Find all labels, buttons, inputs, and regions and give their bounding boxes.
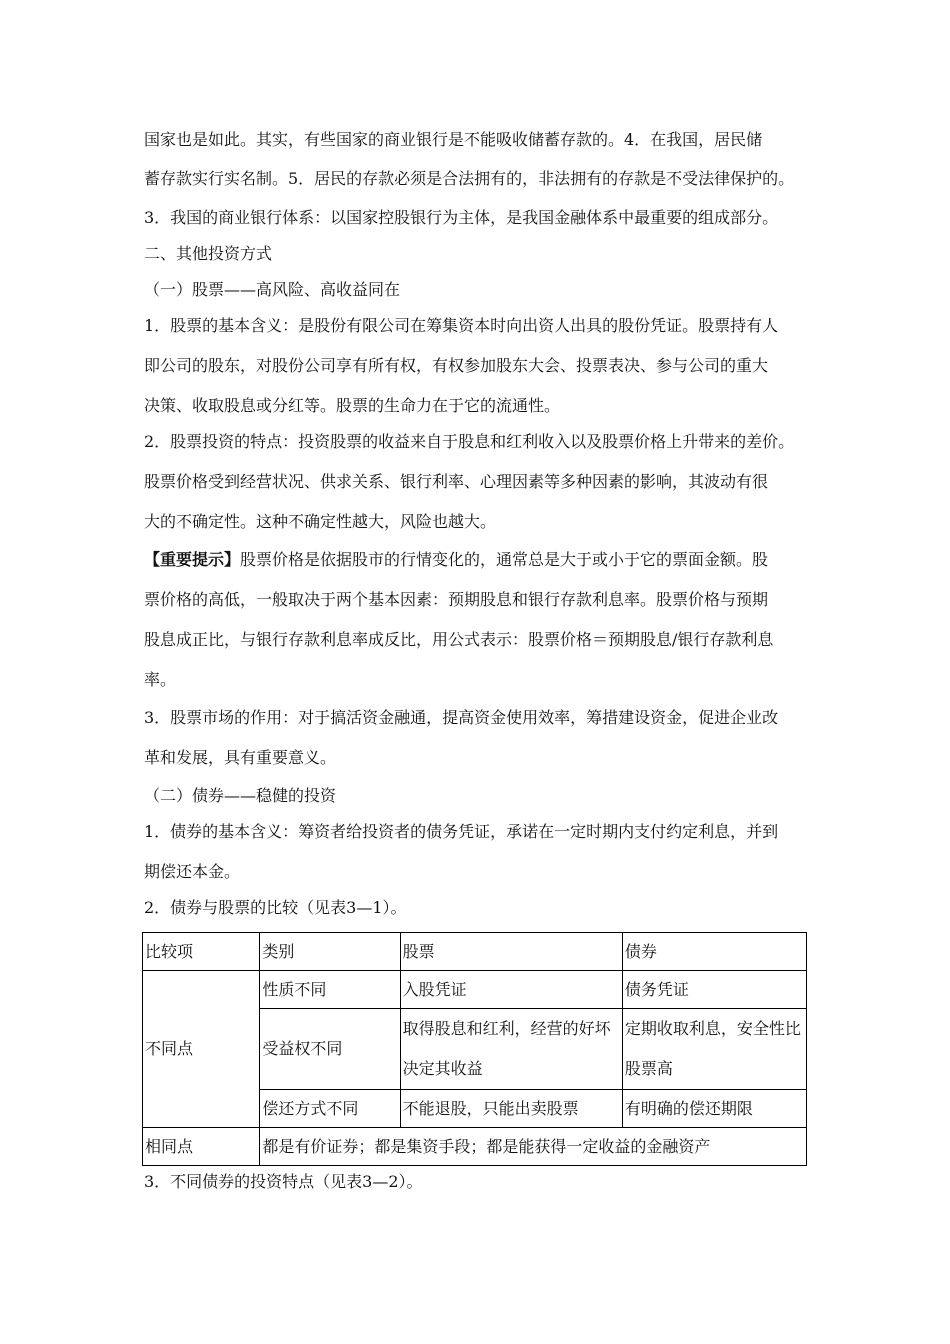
paragraph-line: 3．不同债券的投资特点（见表3—2）。 (144, 1172, 423, 1191)
tip-label: 【重要提示】 (144, 550, 241, 569)
paragraph-line: 期偿还本金。 (144, 862, 241, 881)
header-cell: 类别 (260, 933, 400, 971)
tip-text: 股票价格是依据股市的行情变化的，通常总是大于或小于它的票面金额。股 (240, 550, 769, 569)
subsection-heading: （一）股票——高风险、高收益同在 (144, 280, 401, 299)
same-text-cell: 都是有价证券；都是集资手段；都是能获得一定收益的金融资产 (260, 1128, 807, 1166)
paragraph-line: 3．股票市场的作用：对于搞活资金融通，提高资金使用效率，筹措建设资金，促进企业改 (144, 708, 779, 727)
diff-label-cell: 不同点 (143, 971, 260, 1128)
table-row (143, 971, 807, 1009)
header-cell: 股票 (400, 933, 622, 971)
section-heading: 二、其他投资方式 (144, 244, 273, 263)
paragraph-line: 蓄存款实行实名制。5．居民的存款必须是合法拥有的，非法拥有的存款是不受法律保护的。 (144, 169, 795, 188)
paragraph-line: 1．债券的基本含义：筹资者给投资者的债务凭证，承诺在一定时期内支付约定利息，并到 (144, 822, 779, 841)
paragraph-line: 决策、收取股息或分红等。股票的生命力在于它的流通性。 (144, 396, 561, 415)
bond-cell: 定期收取利息，安全性比股票高 (622, 1009, 806, 1090)
tip-line (144, 550, 824, 570)
paragraph-line: 即公司的股东，对股份公司享有所有权，有权参加股东大会、投票表决、参与公司的重大 (144, 356, 769, 375)
paragraph-line: 3．我国的商业银行体系：以国家控股银行为主体，是我国金融体系中最重要的组成部分。 (144, 208, 779, 227)
stock-cell: 入股凭证 (400, 971, 622, 1009)
subsection-heading: （二）债券——稳健的投资 (144, 786, 337, 805)
paragraph-line: 大的不确定性。这种不确定性越大，风险也越大。 (144, 512, 497, 531)
bond-cell: 债务凭证 (622, 971, 806, 1009)
comparison-table (142, 932, 807, 1166)
paragraph-line: 2．债券与股票的比较（见表3—1）。 (144, 898, 407, 917)
table-header-row (143, 933, 807, 971)
paragraph-line: 2．股票投资的特点：投资股票的收益来自于股息和红利收入以及股票价格上升带来的差价。 (144, 432, 795, 451)
category-cell: 性质不同 (260, 971, 400, 1009)
stock-cell: 不能退股，只能出卖股票 (400, 1090, 622, 1128)
table-row (143, 1128, 807, 1166)
paragraph-line: 国家也是如此。其实，有些国家的商业银行是不能吸收储蓄存款的。4．在我国，居民储 (144, 130, 763, 149)
bond-cell: 有明确的偿还期限 (622, 1090, 806, 1128)
same-label-cell: 相同点 (143, 1128, 260, 1166)
tip-line: 率。 (144, 670, 177, 689)
category-cell: 受益权不同 (260, 1009, 400, 1090)
paragraph-line: 革和发展，具有重要意义。 (144, 748, 337, 767)
stock-cell: 取得股息和红利，经营的好坏决定其收益 (400, 1009, 622, 1090)
tip-line: 票价格的高低，一般取决于两个基本因素：预期股息和银行存款利息率。股票价格与预期 (144, 590, 769, 609)
paragraph-line: 股票价格受到经营状况、供求关系、银行利率、心理因素等多种因素的影响，其波动有很 (144, 472, 769, 491)
paragraph-line: 1．股票的基本含义：是股份有限公司在筹集资本时向出资人出具的股份凭证。股票持有人 (144, 316, 779, 335)
tip-line: 股息成正比，与银行存款利息率成反比，用公式表示：股票价格＝预期股息/银行存款利息 (144, 630, 774, 649)
header-cell: 比较项 (143, 933, 260, 971)
category-cell: 偿还方式不同 (260, 1090, 400, 1128)
header-cell: 债券 (622, 933, 806, 971)
